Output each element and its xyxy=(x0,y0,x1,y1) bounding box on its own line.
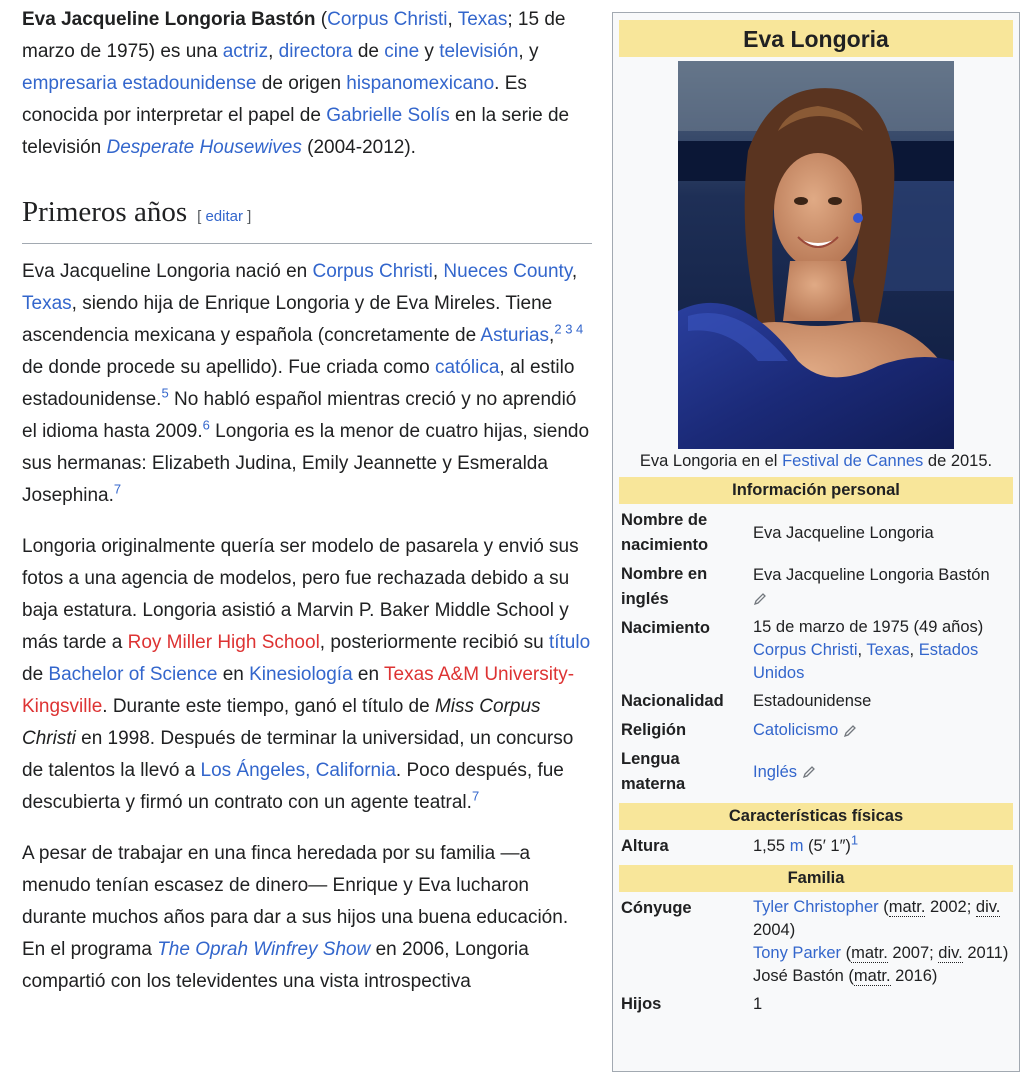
paragraph-early-life-1: Eva Jacqueline Longoria nació en Corpus Christi, Nueces County, Texas, siendo hija de Enrique Longoria y de Eva Mireles. Tiene ascendencia mexicana y española (concretamente de Asturias,$^{2 3 4}$ de donde procede su apellido). Fue criada como católica, al estilo estadounidense.$^5$ No habló español mientras creció y no aprendió el idioma hasta 2009.$^6$ Longoria es la menor de cuatro hijas, siendo sus hermanas: Elizabeth Judina, Emily Jeannette y Esmeralda Josephina.$^7$ xyxy=(22,261,590,506)
label-religion: Religión xyxy=(621,721,687,739)
link-catolica[interactable]: católica xyxy=(434,357,500,378)
spouse-jose-baston: José Bastón xyxy=(753,967,844,985)
link-empresaria[interactable]: empresaria xyxy=(22,73,118,94)
article-content xyxy=(22,4,592,1017)
label-birth: Nacimiento xyxy=(621,619,710,637)
abbr-div: div. xyxy=(975,898,1001,916)
row-birth-name xyxy=(619,506,1013,560)
label-english-name: Nombre en inglés xyxy=(621,565,708,608)
link-tyler-christopher[interactable]: Tyler Christopher xyxy=(753,898,879,916)
label-spouse: Cónyuge xyxy=(621,899,692,917)
portrait-photo[interactable] xyxy=(678,61,954,449)
link-gabrielle-solis[interactable]: Gabrielle Solís xyxy=(326,105,450,126)
link-titulo[interactable]: título xyxy=(548,632,591,653)
value-birth-name: Eva Jacqueline Longoria xyxy=(753,523,934,542)
link-ingles[interactable]: Inglés xyxy=(753,762,798,781)
section-header-family: Familia xyxy=(619,865,1013,892)
link-actriz[interactable]: actriz xyxy=(222,41,269,62)
row-birth xyxy=(619,614,1013,687)
ref-2[interactable]: 2 xyxy=(554,321,562,337)
row-nationality xyxy=(619,687,1013,716)
value-height: 1,55 m (5′ 1″)$^1$ xyxy=(753,832,859,855)
pencil-icon[interactable] xyxy=(843,724,857,738)
ref-1[interactable]: 1 xyxy=(850,832,859,848)
abbr-matr: matr. xyxy=(888,898,926,916)
row-mother-tongue xyxy=(619,745,1013,799)
link-corpus-christi[interactable]: Corpus Christi xyxy=(327,9,448,30)
ref-3[interactable]: 3 xyxy=(565,321,573,337)
link-desperate-housewives[interactable]: Desperate Housewives xyxy=(106,137,302,158)
ref-6[interactable]: 6 xyxy=(202,417,210,433)
value-birth: 15 de marzo de 1975 (49 años) Corpus Christi, Texas, Estados Unidos xyxy=(753,618,984,682)
row-english-name xyxy=(619,560,1013,614)
pencil-icon[interactable] xyxy=(802,765,816,779)
paragraph-early-life-3: A pesar de trabajar en una finca heredada por su familia —a menudo tenían escasez de dinero— Enrique y Eva lucharon durante muchos años para dar a sus hijos una buena educación. En el programa The Oprah Winfrey Show en 2006, Longoria compartió con los televidentes una vista introspectiva xyxy=(22,843,569,992)
link-estados-unidos[interactable]: Estados Unidos xyxy=(753,641,979,682)
label-nationality: Nacionalidad xyxy=(621,692,724,710)
section-heading-primeros-anos: Primeros años [ editar ] xyxy=(22,194,592,244)
link-oprah-winfrey-show[interactable]: The Oprah Winfrey Show xyxy=(157,939,371,960)
link-nueces-county[interactable]: Nueces County xyxy=(443,261,572,282)
ref-7[interactable]: 7 xyxy=(113,481,122,497)
value-mother-tongue xyxy=(749,745,1013,799)
row-spouse xyxy=(619,894,1013,990)
link-estadounidense[interactable]: estadounidense xyxy=(122,73,257,94)
value-children: 1 xyxy=(753,995,763,1013)
row-religion xyxy=(619,716,1013,745)
link-directora[interactable]: directora xyxy=(278,41,353,62)
link-corpus-christi[interactable]: Corpus Christi xyxy=(312,261,433,282)
value-english-name: Eva Jacqueline Longoria Bastón xyxy=(749,560,1013,614)
intro-paragraph: Eva Jacqueline Longoria Bastón (Corpus Christi, Texas; 15 de marzo de 1975) es una actriz, directora de cine y televisión, y empresaria estadounidense de origen hispanomexicano. Es conocida por interpretar el papel de Gabrielle Solís en la serie de televisión Desperate Housewives (2004-2012). xyxy=(22,9,570,158)
infobox xyxy=(612,12,1020,1072)
link-texas[interactable]: Texas xyxy=(866,641,910,659)
label-birth-name: Nombre de nacimiento xyxy=(621,511,709,554)
section-header-physical: Características físicas xyxy=(619,803,1013,830)
pencil-icon[interactable] xyxy=(753,592,767,606)
abbr-matr: matr. xyxy=(851,944,888,962)
redlink-roy-miller-high-school[interactable]: Roy Miller High School xyxy=(127,632,320,653)
link-tony-parker[interactable]: Tony Parker xyxy=(753,944,842,962)
value-nationality: Estadounidense xyxy=(753,692,872,710)
link-hispanomexicano[interactable]: hispanomexicano xyxy=(346,73,495,94)
label-mother-tongue: Lengua materna xyxy=(621,750,686,793)
section-header-personal: Información personal xyxy=(619,477,1013,504)
personal-info-table xyxy=(619,506,1013,799)
physical-table xyxy=(619,832,1013,861)
abbr-div: div. xyxy=(938,944,963,962)
redlink-texas-am-kingsville[interactable]: Texas A&M University-Kingsville xyxy=(22,664,575,717)
subject-name: Eva Jacqueline Longoria Bastón xyxy=(22,9,316,30)
link-cine[interactable]: cine xyxy=(384,41,420,62)
family-table xyxy=(619,894,1013,1019)
edit-section-link[interactable]: editar xyxy=(205,208,243,225)
link-kinesiologia[interactable]: Kinesiología xyxy=(249,664,353,685)
link-festival-de-cannes[interactable]: Festival de Cannes xyxy=(782,452,924,470)
value-religion xyxy=(749,716,1013,745)
label-children: Hijos xyxy=(621,995,662,1013)
link-asturias[interactable]: Asturias xyxy=(480,325,550,346)
row-height xyxy=(619,832,1013,861)
section-edit: [ editar ] xyxy=(197,208,252,225)
paragraph-early-life-2: Longoria originalmente quería ser modelo de pasarela y envió sus fotos a una agencia de modelos, pero fue rechazada debido a su baja estatura. Longoria asistió a Marvin P. Baker Middle School y más tarde a Roy Miller High School, posteriormente recibió su título de Bachelor of Science en Kinesiología en Texas A&M University-Kingsville. Durante este tiempo, ganó el título de Miss Corpus Christi en 1998. Después de terminar la universidad, un concurso de talentos la llevó a Los Ángeles, California. Poco después, fue descubierta y firmó un contrato con un agente teatral.$^7$ xyxy=(22,536,591,813)
ref-4[interactable]: 4 xyxy=(576,321,584,337)
ref-5[interactable]: 5 xyxy=(161,385,169,401)
value-spouse: Tyler Christopher (matr. 2002; div. 2004) Tony Parker (matr. 2007; div. 2011) José Bastón (matr. 2016) xyxy=(753,898,1009,985)
ref-7[interactable]: 7 xyxy=(471,788,480,804)
link-corpus-christi[interactable]: Corpus Christi xyxy=(753,641,858,659)
label-height: Altura xyxy=(621,837,669,855)
infobox-title: Eva Longoria xyxy=(619,20,1013,57)
link-bachelor-of-science[interactable]: Bachelor of Science xyxy=(48,664,218,685)
link-texas[interactable]: Texas xyxy=(457,9,508,30)
abbr-matr: matr. xyxy=(853,967,891,985)
link-los-angeles[interactable]: Los Ángeles, California xyxy=(200,760,396,781)
link-catolicismo[interactable]: Catolicismo xyxy=(753,721,839,739)
link-texas[interactable]: Texas xyxy=(22,293,72,314)
link-metro[interactable]: m xyxy=(789,837,804,855)
image-caption: Eva Longoria en el Festival de Cannes de 2015. xyxy=(639,452,993,470)
link-television[interactable]: televisión xyxy=(439,41,519,62)
row-children xyxy=(619,990,1013,1019)
